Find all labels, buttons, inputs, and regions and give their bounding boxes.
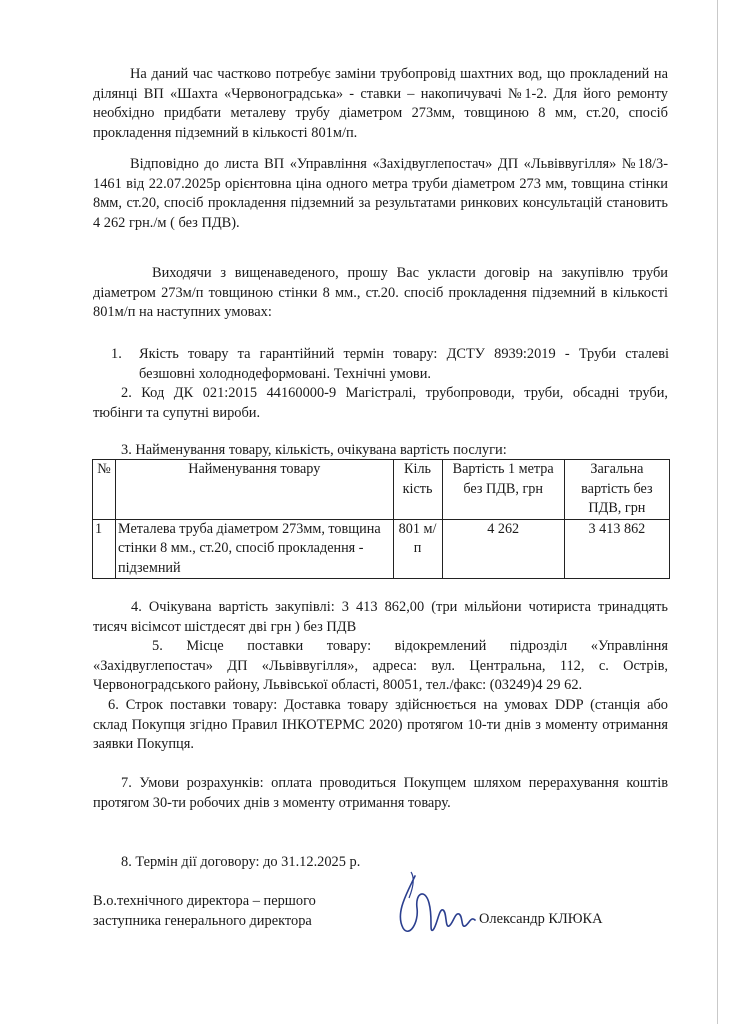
signer-position-line-1: В.о.технічного директора – першого bbox=[93, 893, 316, 909]
condition-item-7: 7. Умови розрахунків: оплата проводиться Покупцем шляхом перерахування коштів протягом 30-ти робочих днів з моменту отримання товару. bbox=[93, 775, 668, 811]
goods-table bbox=[92, 459, 670, 579]
table-cell-price: 4 262 bbox=[442, 519, 564, 579]
signer-name: Олександр КЛЮКА bbox=[479, 911, 603, 927]
intro-paragraph-3: Виходячи з вищенаведеного, прошу Вас укласти договір на закупівлю труби діаметром 273м/п товщиною стінки 8 мм., ст.20. спосіб прокладення підземний в кількості 801м/п на наступних умовах: bbox=[93, 265, 668, 320]
table-cell-total: 3 413 862 bbox=[564, 519, 669, 579]
condition-item-1-number: 1. bbox=[111, 346, 122, 362]
condition-item-4: 4. Очікувана вартість закупівлі: 3 413 862,00 (три мільйони чотириста тринадцять тисяч вісімсот шістдесят дві грн ) без ПДВ bbox=[93, 599, 668, 635]
table-header-cell: Вартість 1 метра без ПДВ, грн bbox=[442, 460, 564, 520]
signer-position-line-2: заступника генерального директора bbox=[93, 913, 312, 929]
condition-item-8: 8. Термін дії договору: до 31.12.2025 р. bbox=[121, 854, 361, 870]
condition-item-6: 6. Строк поставки товару: Доставка товару здійснюється на умовах DDP (станція або склад Покупця згідно Правил ІНКОТЕРМС 2020) протягом 10-ти днів з моменту отримання заявки Покупця. bbox=[93, 697, 668, 752]
table-header-cell: Загальна вартість без ПДВ, грн bbox=[564, 460, 669, 520]
table-header-cell: Кіль кість bbox=[393, 460, 442, 520]
table-cell-name: Металева труба діаметром 273мм, товщина стінки 8 мм., ст.20, спосіб прокладення - підземний bbox=[116, 519, 393, 579]
condition-item-2: 2. Код ДК 021:2015 44160000-9 Магістралі, трубопроводи, труби, обсадні труби, тюбінги та супутні вироби. bbox=[93, 385, 668, 421]
table-cell-num: 1 bbox=[93, 519, 116, 579]
table-header-cell: № bbox=[93, 460, 116, 520]
condition-item-1 bbox=[111, 345, 669, 384]
handwritten-signature-graphic bbox=[385, 868, 485, 948]
intro-paragraph-1: На даний час частково потребує заміни трубопровід шахтних вод, що прокладений на ділянці ВП «Шахта «Червоноградська» - ставки – накопичувачі №1-2. Для його ремонту необхідно придбати металеву трубу діаметром 273мм, товщиною 8 мм, ст.20, спосіб прокладення підземний в кількості 801м/п. bbox=[93, 66, 668, 141]
condition-item-5: 5. Місце поставки товару: відокремлений підрозділ «Управління «Західвуглепостач» ДП «Львіввугілля», адреса: вул. Центральна, 112, с. Острів, Червоноградського району, Львівської області, 80051, тел./факс: (03249)4 29 62. bbox=[93, 638, 668, 693]
page-edge-line bbox=[717, 0, 718, 1024]
table-row bbox=[93, 519, 670, 579]
table-header-cell: Найменування товару bbox=[116, 460, 393, 520]
table-header-row bbox=[93, 460, 670, 520]
intro-paragraph-2: Відповідно до листа ВП «Управління «Західвуглепостач» ДП «Львіввугілля» №18/3-1461 від 22.07.2025р орієнтовна ціна одного метра труби діаметром 273 мм, товщина стінки 8мм, ст.20, спосіб прокладення підземний за результатами ринкових консультацій становить 4 262 грн./м ( без ПДВ). bbox=[93, 156, 668, 231]
table-cell-qty: 801 м/п bbox=[393, 519, 442, 579]
condition-item-1-text: Якість товару та гарантійний термін товару: ДСТУ 8939:2019 - Труби сталеві безшовні холоднодеформовані. Технічні умови. bbox=[139, 346, 669, 382]
signer-position bbox=[93, 891, 316, 931]
table-caption: 3. Найменування товару, кількість, очікувана вартість послуги: bbox=[121, 442, 507, 458]
